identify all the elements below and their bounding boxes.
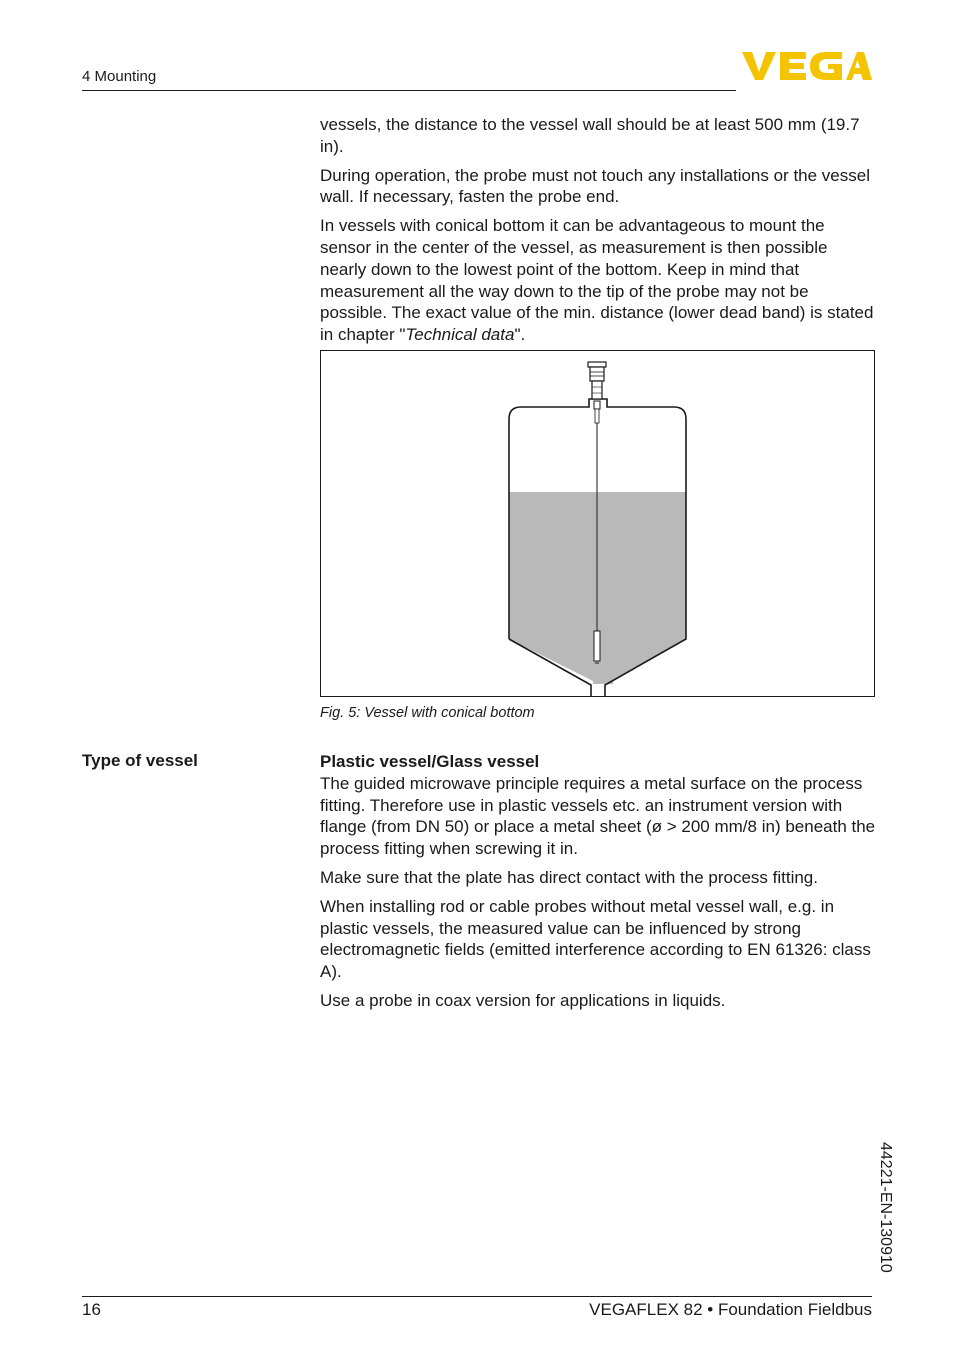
- intro-text: [320, 114, 876, 353]
- subheading-plastic-glass-vessel: Plastic vessel/Glass vessel: [320, 752, 540, 771]
- intro-p3-end: ".: [514, 325, 526, 345]
- vessel-paragraph-4: Use a probe in coax version for applications in liquids.: [320, 990, 726, 1010]
- page-number: 16: [82, 1300, 101, 1319]
- side-heading-type-of-vessel: Type of vessel: [82, 751, 198, 770]
- vessel-illustration: [321, 351, 874, 696]
- intro-paragraph-2: During operation, the probe must not touch any installations or the vessel wall. If necessary, fasten the probe end.: [320, 165, 870, 207]
- figure-caption: Fig. 5: Vessel with conical bottom: [320, 705, 535, 721]
- footer-rule: [82, 1296, 872, 1297]
- vessel-paragraph-2: Make sure that the plate has direct contact with the process fitting.: [320, 867, 818, 887]
- intro-paragraph-3: [320, 215, 876, 346]
- footer-title: VEGAFLEX 82 • Foundation Fieldbus: [589, 1300, 872, 1319]
- technical-data-reference: Technical data: [405, 325, 515, 345]
- intro-p3-start: In vessels with conical bottom it can be advantageous to mount the sensor in the center of the vessel, as measurement is then possible nearly down to the lowest point of the bottom. Keep in mind that measurement all the way down to the tip of the probe may not be possible. The exact value of the min. distance (lower dead band) is stated in chapter ": [320, 216, 874, 345]
- intro-paragraph-1: vessels, the distance to the vessel wall should be at least 500 mm (19.7 in).: [320, 115, 860, 156]
- figure-frame: [320, 350, 875, 697]
- vessel-paragraph-1: The guided microwave principle requires a metal surface on the process fitting. Therefore use in plastic vessels etc. an instrument version with flange (from DN 50) or place a metal sheet (ø > 200 mm/8 in) beneath the process fitting when screwing it in.: [320, 773, 876, 859]
- vessel-paragraph-3: When installing rod or cable probes without metal vessel wall, e.g. in plastic vessels, the measured value can be influenced by strong electromagnetic fields (emitted interference according to EN 61326: class A).: [320, 896, 871, 982]
- section-title: 4 Mounting: [82, 68, 157, 85]
- header-rule: [82, 90, 736, 91]
- document-id: 44221-EN-130910: [877, 1142, 894, 1273]
- vega-logo: [742, 48, 872, 84]
- vessel-section-text: [320, 751, 876, 1019]
